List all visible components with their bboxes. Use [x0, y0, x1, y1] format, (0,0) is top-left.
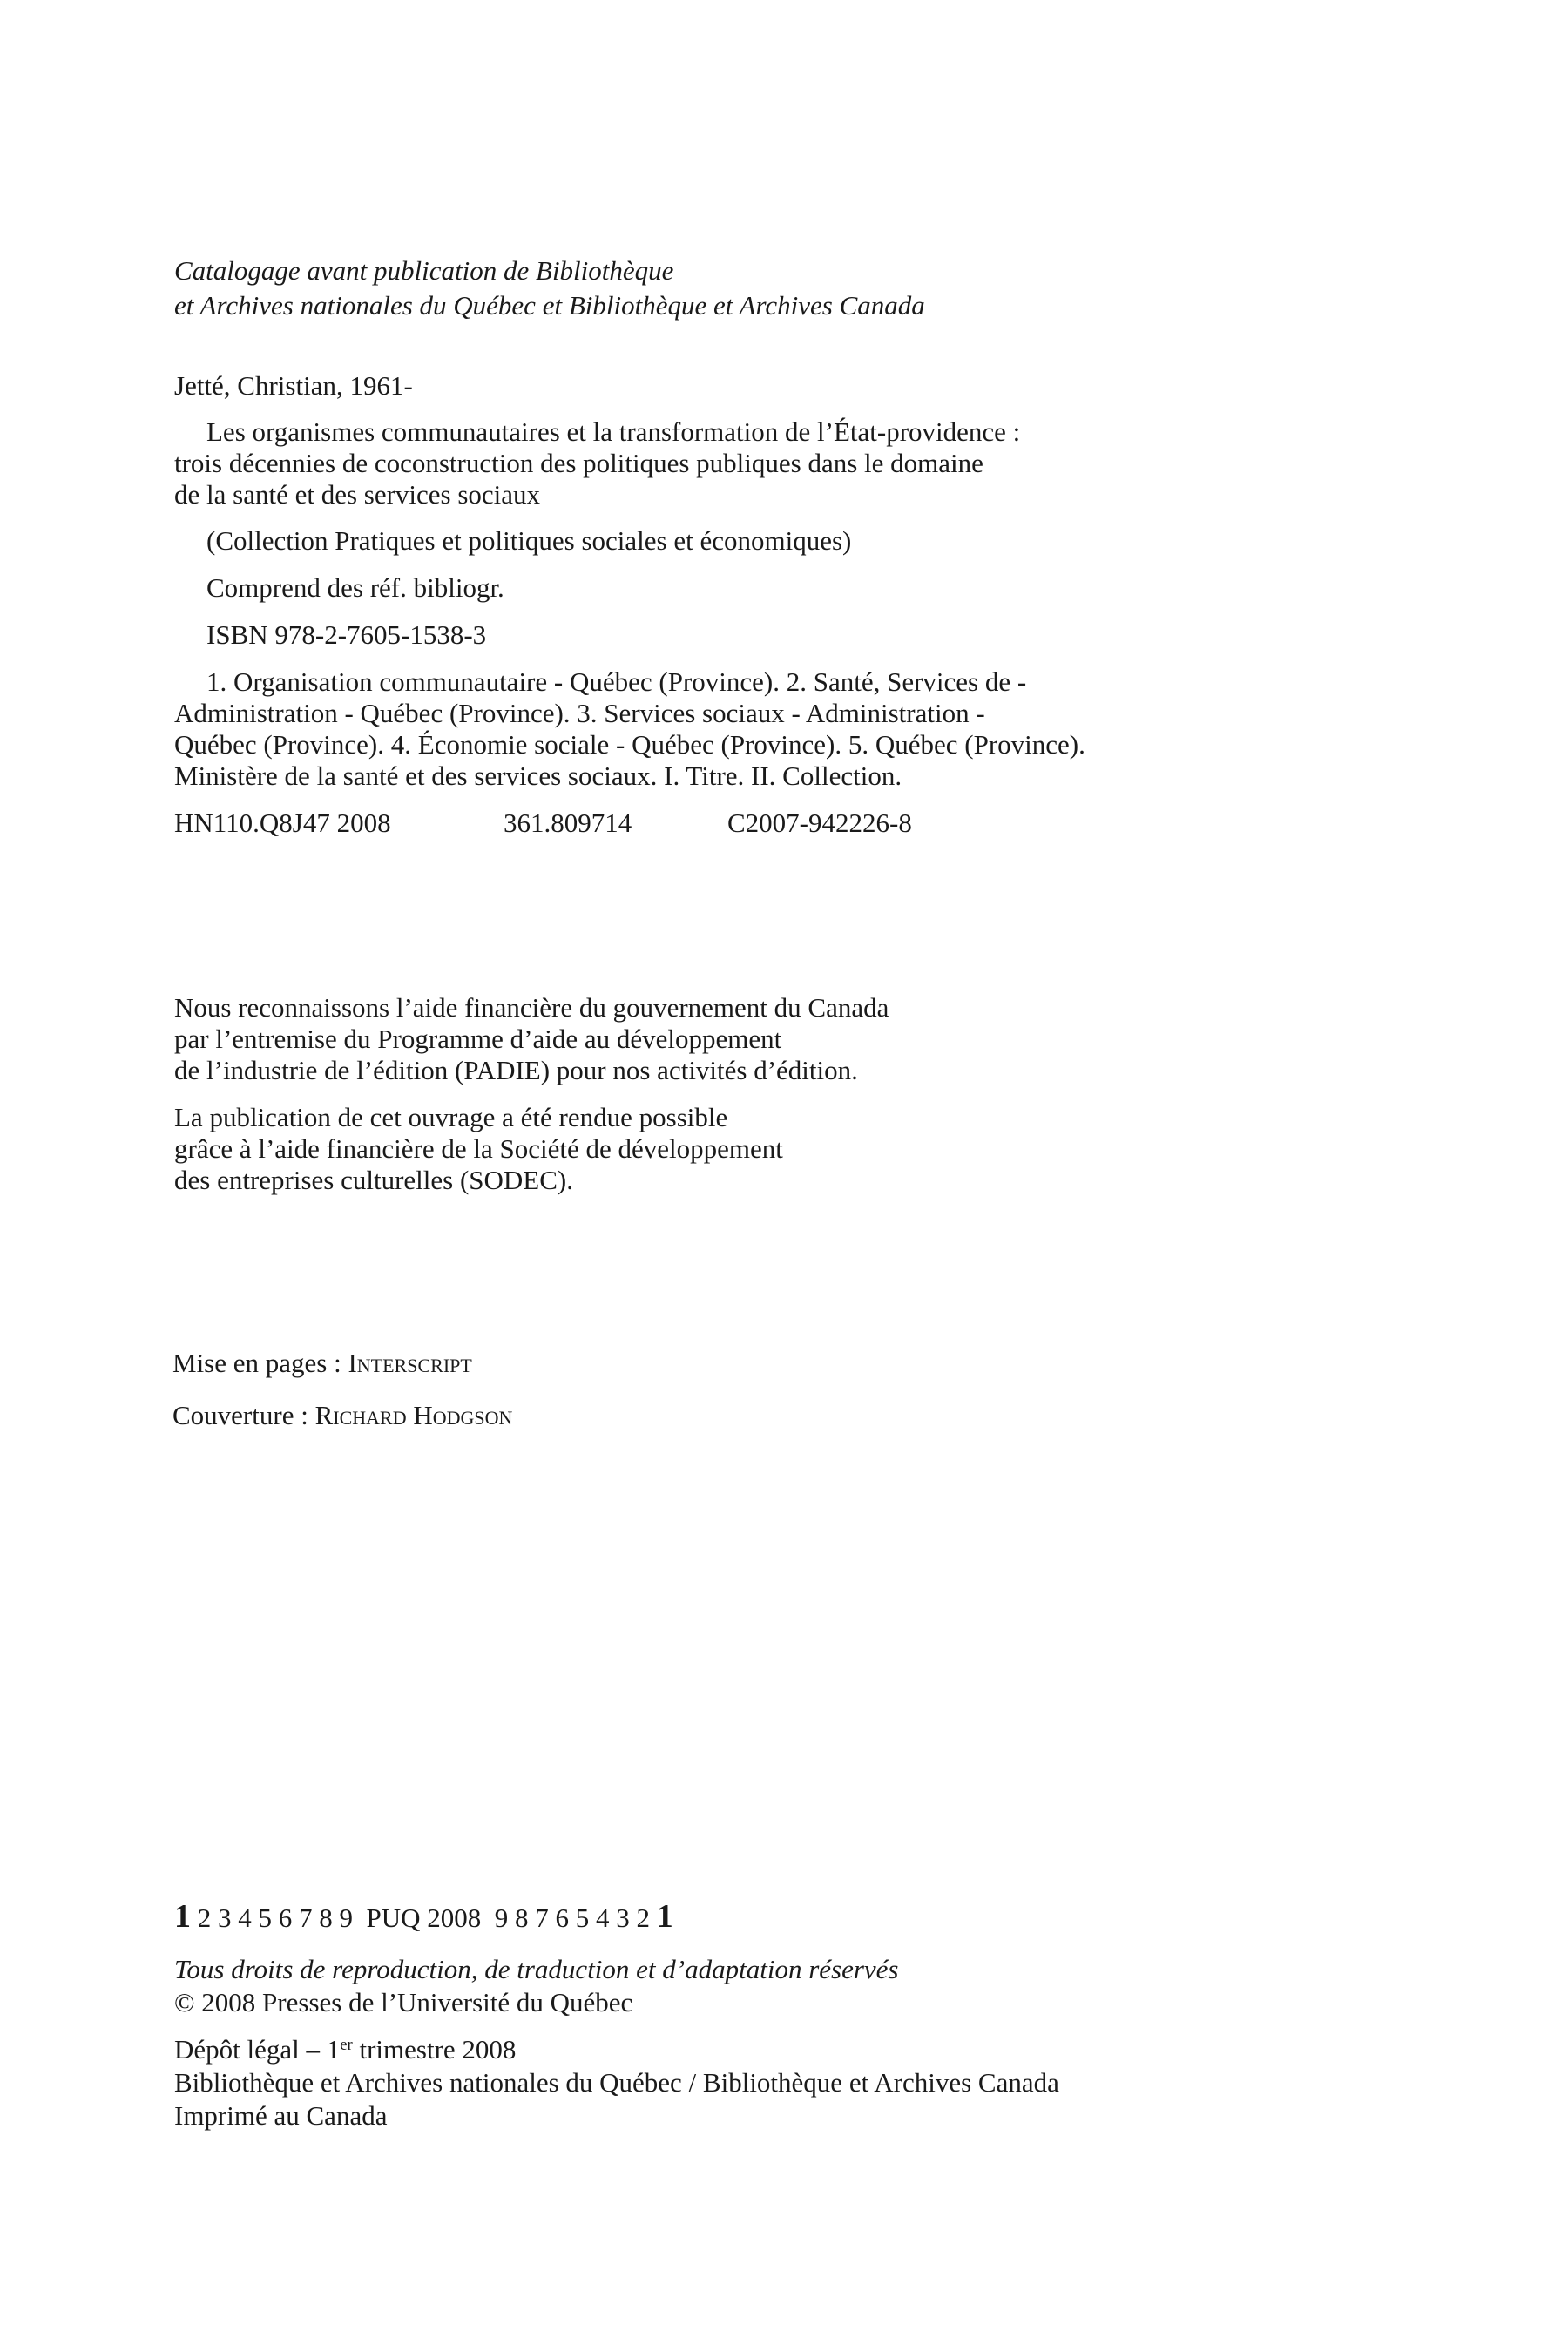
- legal-deposit-prefix: Dépôt légal – 1: [174, 2034, 341, 2065]
- printing-line: [174, 1897, 673, 1937]
- printing-last: 1: [656, 1898, 673, 1935]
- rights-reserved: Tous droits de reproduction, de traduction et d’adaptation réservés: [174, 1954, 899, 1984]
- cip-heading-line-2: et Archives nationales du Québec et Bibliothèque et Archives Canada: [174, 290, 925, 321]
- cip-canadiana-number: C2007-942226-8: [727, 808, 912, 838]
- legal-deposit-suffix: trimestre 2008: [352, 2034, 517, 2065]
- rights-printed: Imprimé au Canada: [174, 2100, 388, 2131]
- cip-title-line-1: Les organismes communautaires et la transformation de l’État-providence :: [206, 416, 1021, 447]
- cover-credit: [172, 1399, 512, 1432]
- cip-title-line-2: trois décennies de coconstruction des politiques publiques dans le domaine: [174, 448, 983, 478]
- sodec-line-3: des entreprises culturelles (SODEC).: [174, 1165, 573, 1195]
- layout-credit: [172, 1347, 472, 1380]
- cip-subjects-line-2: Administration - Québec (Province). 3. Services sociaux - Administration -: [174, 698, 985, 728]
- cip-title-line-3: de la santé et des services sociaux: [174, 479, 541, 510]
- cip-subjects-line-4: Ministère de la santé et des services sociaux. I. Titre. II. Collection.: [174, 760, 902, 791]
- cip-subjects-line-1: 1. Organisation communautaire - Québec (Province). 2. Santé, Services de -: [206, 666, 1027, 697]
- funding-line-2: par l’entremise du Programme d’aide au développement: [174, 1024, 782, 1054]
- legal-deposit: [174, 2033, 516, 2066]
- cip-dewey-number: 361.809714: [504, 808, 632, 838]
- printing-sequence: 2 3 4 5 6 7 8 9 PUQ 2008 9 8 7 6 5 4 3 2: [191, 1903, 657, 1933]
- cip-isbn: ISBN 978-2-7605-1538-3: [206, 619, 487, 650]
- cip-author: Jetté, Christian, 1961-: [174, 370, 413, 401]
- layout-credit-label: Mise en pages :: [172, 1348, 348, 1378]
- rights-libraries: Bibliothèque et Archives nationales du Québec / Bibliothèque et Archives Canada: [174, 2067, 1059, 2098]
- funding-line-1: Nous reconnaissons l’aide financière du gouvernement du Canada: [174, 992, 889, 1023]
- cover-credit-name: Richard Hodgson: [314, 1400, 513, 1430]
- sodec-line-1: La publication de cet ouvrage a été rendue possible: [174, 1102, 728, 1132]
- cip-heading-line-1: Catalogage avant publication de Bibliothèque: [174, 255, 674, 286]
- cip-subjects-line-3: Québec (Province). 4. Économie sociale - Québec (Province). 5. Québec (Province).: [174, 729, 1085, 760]
- funding-line-3: de l’industrie de l’édition (PADIE) pour nos activités d’édition.: [174, 1055, 858, 1085]
- cip-series: (Collection Pratiques et politiques sociales et économiques): [206, 525, 852, 556]
- legal-deposit-ordinal: er: [340, 2035, 353, 2054]
- layout-credit-name: Interscript: [348, 1348, 472, 1378]
- rights-copyright: © 2008 Presses de l’Université du Québec: [174, 1987, 633, 2017]
- sodec-line-2: grâce à l’aide financière de la Société de développement: [174, 1133, 783, 1164]
- cover-credit-label: Couverture :: [172, 1400, 315, 1430]
- cip-notes: Comprend des réf. bibliogr.: [206, 572, 504, 603]
- printing-first: 1: [174, 1898, 191, 1935]
- cip-lc-number: HN110.Q8J47 2008: [174, 808, 391, 838]
